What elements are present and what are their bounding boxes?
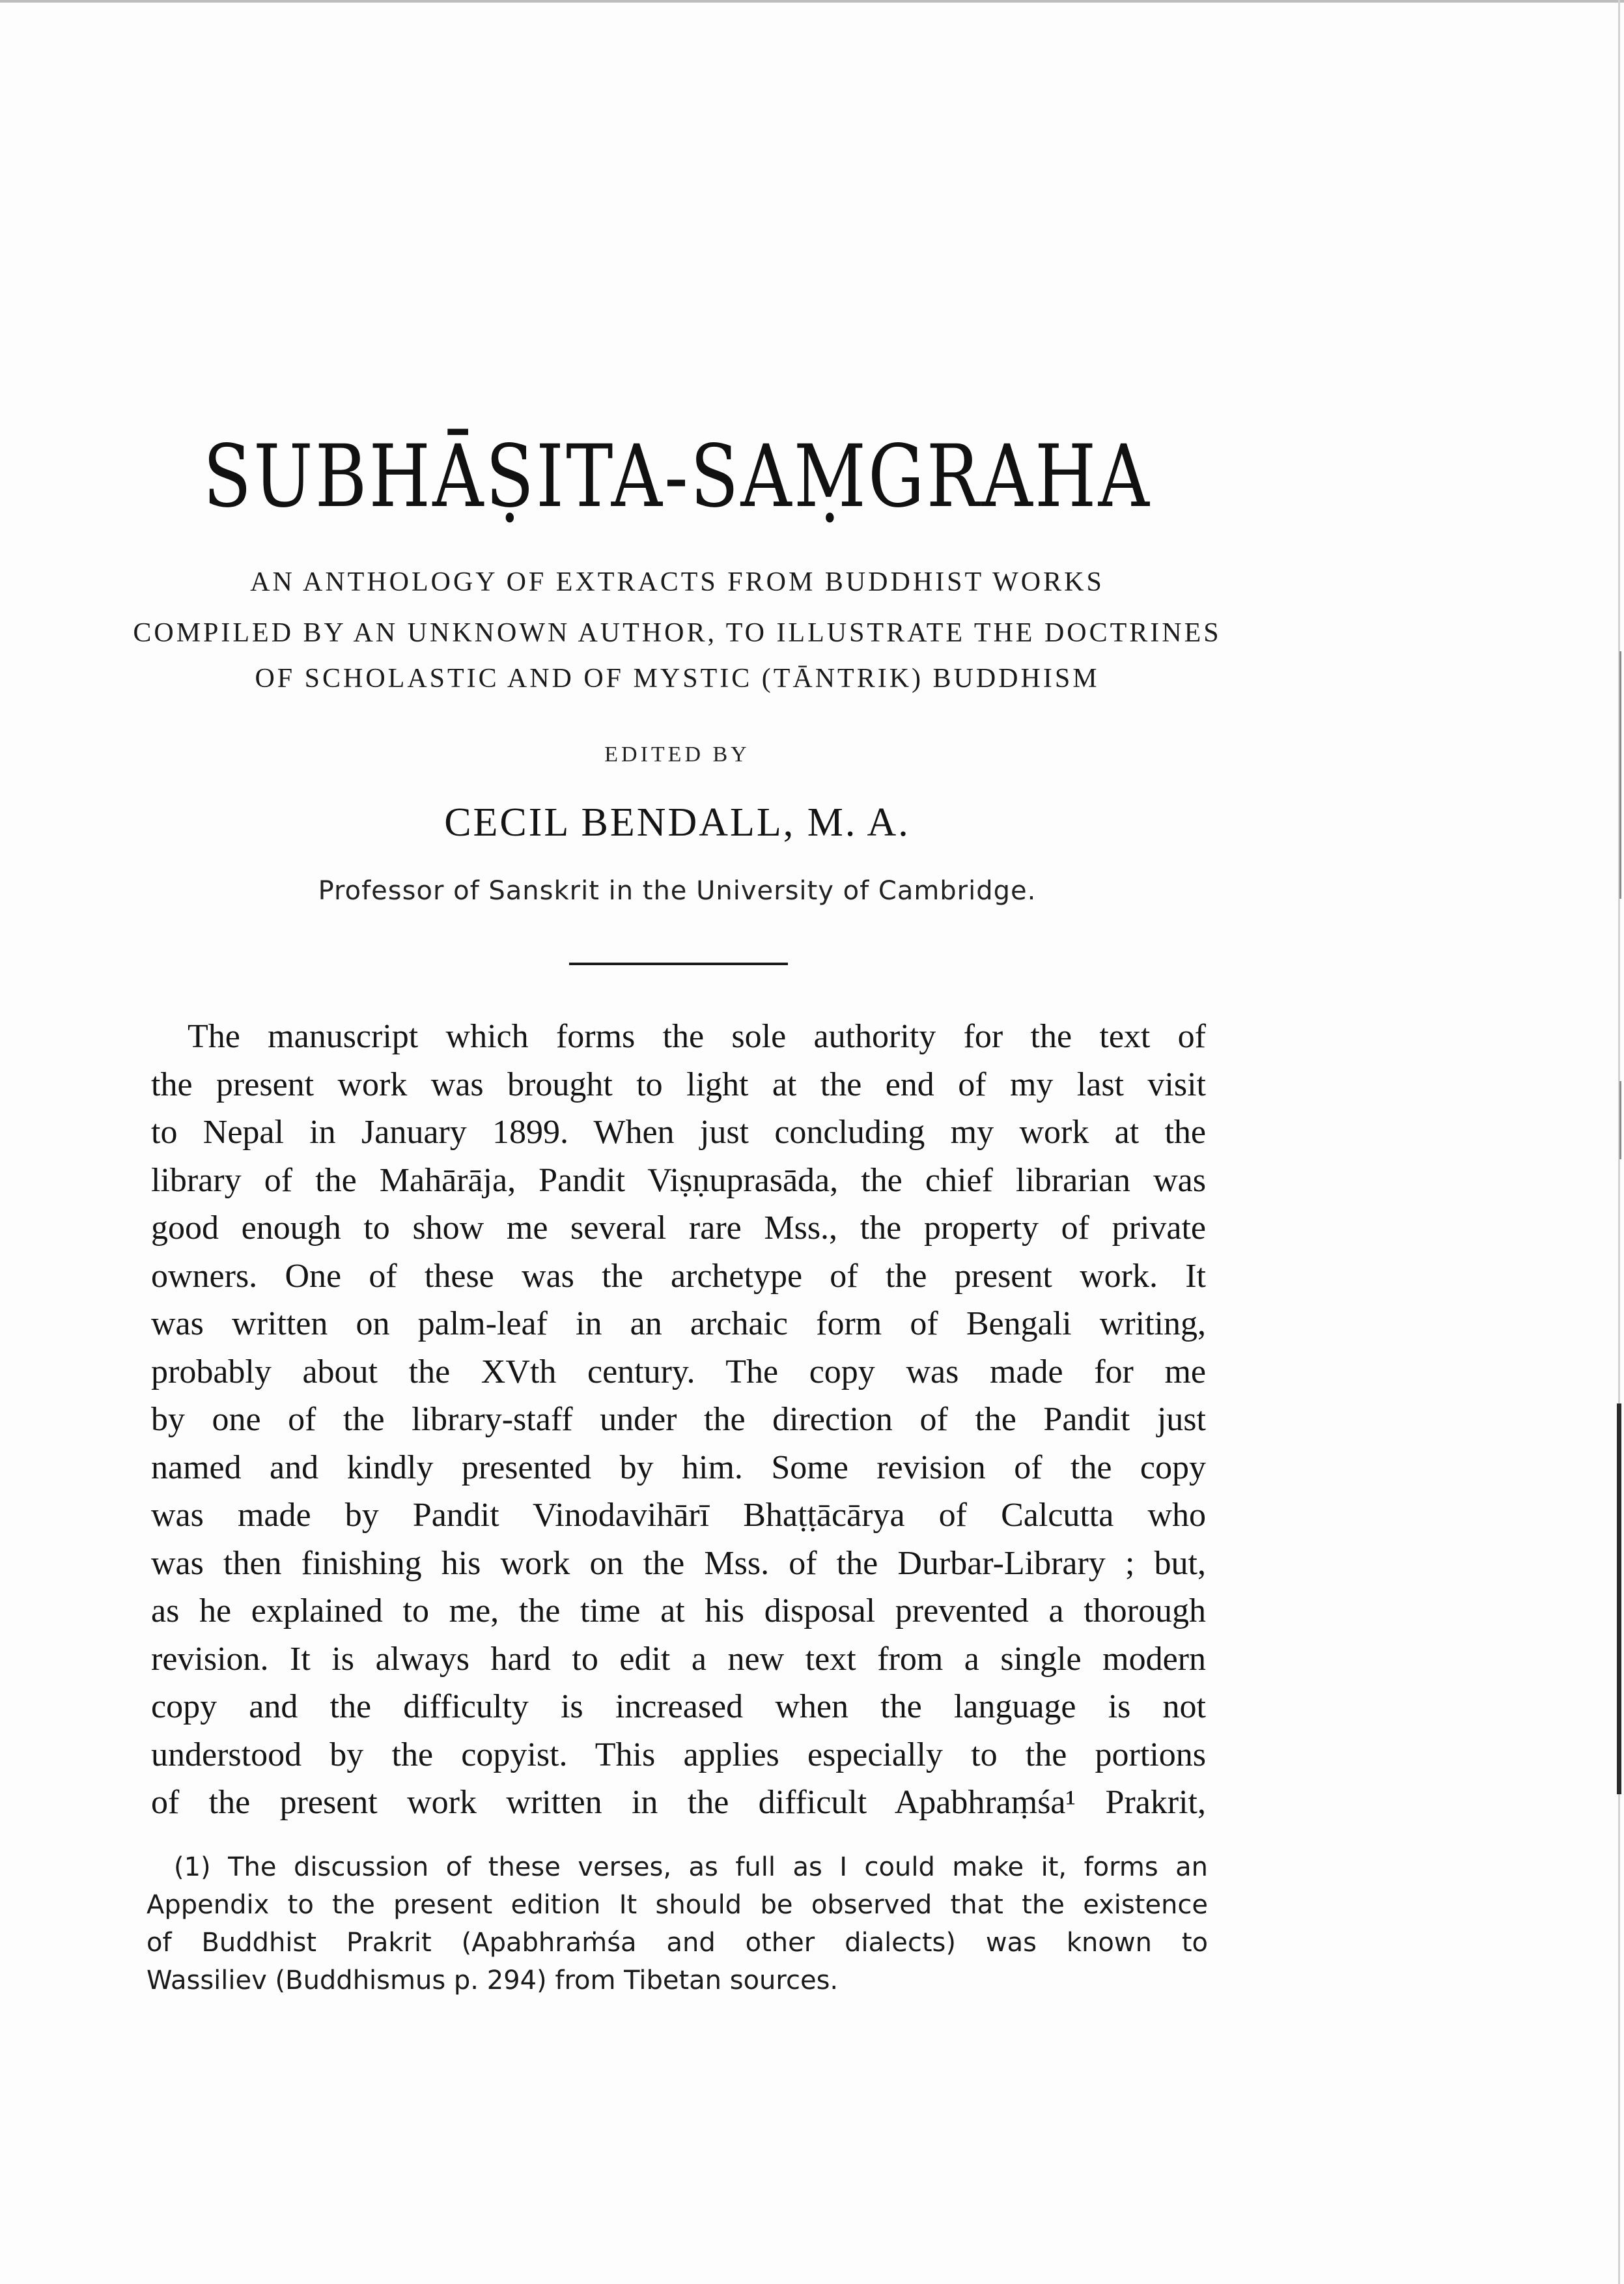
body-paragraph	[151, 1013, 1206, 1827]
body-line: was made by Pandit Vinodavihārī Bhaṭṭācārya of Calcutta who	[151, 1497, 1206, 1534]
page-top-edge	[0, 0, 1624, 3]
footnote-line: Wassiliev (Buddhismus p. 294) from Tibetan sources.	[147, 1966, 839, 1995]
footnote-line: of Buddhist Prakrit (Apabhraṁśa and other dialects) was known to	[147, 1928, 1208, 1958]
body-line: owners. One of these was the archetype of the present work. It	[151, 1257, 1206, 1295]
body-line: was then finishing his work on the Mss. of the Durbar-Library ; but,	[151, 1544, 1206, 1582]
scan-binding-mark	[1619, 651, 1621, 899]
subtitle-line: COMPILED BY AN UNKNOWN AUTHOR, TO ILLUSTRATE THE DOCTRINES	[133, 618, 1222, 648]
body-line: revision. It is always hard to edit a new text from a single modern	[151, 1640, 1206, 1678]
footnote-line: Appendix to the present edition It should be observed that the existence	[147, 1890, 1208, 1920]
body-line: named and kindly presented by him. Some revision of the copy	[151, 1448, 1206, 1486]
subtitle-line: AN ANTHOLOGY OF EXTRACTS FROM BUDDHIST WORKS	[250, 567, 1104, 597]
body-line: copy and the difficulty is increased when the language is not	[151, 1688, 1206, 1725]
body-line: was written on palm-leaf in an archaic form of Bengali writing,	[151, 1305, 1206, 1342]
body-line: to Nepal in January 1899. When just concluding my work at the	[151, 1114, 1206, 1151]
body-line: the present work was brought to light at the end of my last visit	[151, 1065, 1206, 1103]
editor-affiliation: Professor of Sanskrit in the University of Cambridge.	[318, 876, 1037, 906]
body-line: of the present work written in the difficult Apabhraṃśa¹ Prakrit,	[151, 1784, 1206, 1821]
footnote-line: (1) The discussion of these verses, as full as I could make it, forms an	[174, 1852, 1208, 1882]
body-line: by one of the library-staff under the direction of the Pandit just	[151, 1401, 1206, 1438]
body-line: good enough to show me several rare Mss., the property of private	[151, 1209, 1206, 1247]
page-title: SUBHĀṢITA-SAṂGRAHA	[203, 427, 1152, 527]
subtitle-line: OF SCHOLASTIC AND OF MYSTIC (TĀNTRIK) BUDDHISM	[255, 664, 1100, 694]
scan-binding-mark	[1617, 1403, 1621, 1794]
body-line: as he explained to me, the time at his disposal prevented a thorough	[151, 1592, 1206, 1629]
body-line: The manuscript which forms the sole authority for the text of	[188, 1018, 1206, 1055]
scan-binding-mark	[1619, 1081, 1621, 1159]
editor-name: CECIL BENDALL, M. A.	[444, 800, 910, 845]
body-line: understood by the copyist. This applies especially to the portions	[151, 1736, 1206, 1773]
body-line: probably about the XVth century. The copy was made for me	[151, 1353, 1206, 1390]
section-divider	[569, 963, 788, 965]
body-line: library of the Mahārāja, Pandit Viṣṇuprasāda, the chief librarian was	[151, 1161, 1206, 1199]
footnote	[147, 1848, 1208, 1999]
edited-by-label: EDITED BY	[604, 742, 750, 767]
